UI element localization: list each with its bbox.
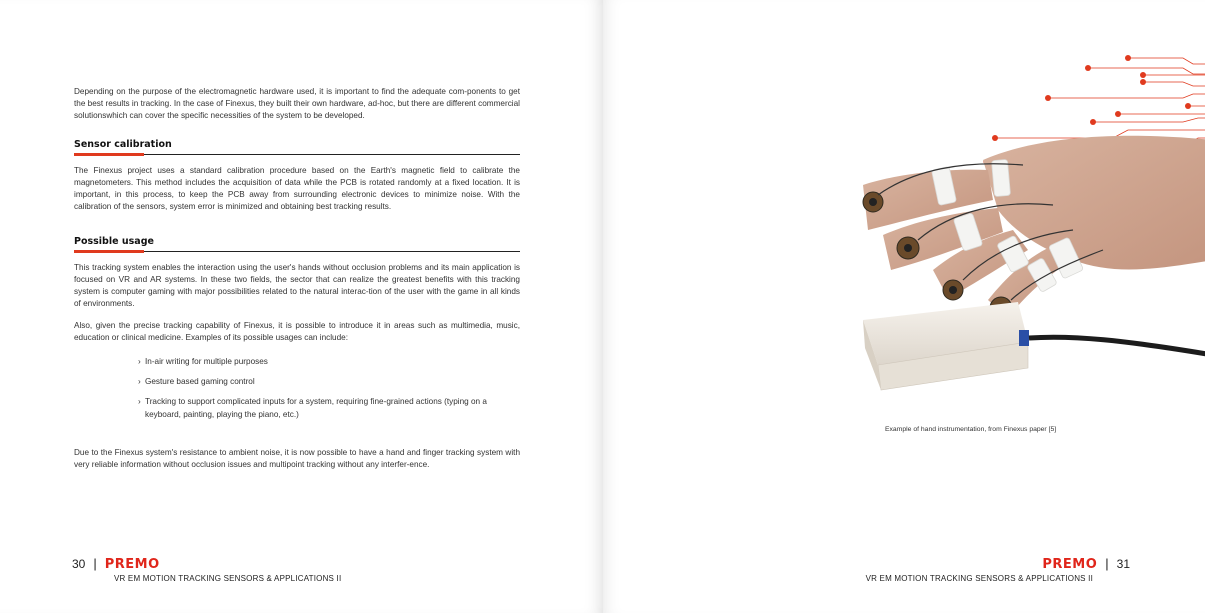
possible-usage-paragraph-2: Also, given the precise tracking capability of Finexus, it is possible to introduce it in areas such as multimedia, music, education or clinical medicine. Examples of its possible usages can include: <box>74 320 520 342</box>
footer-right <box>866 556 1130 583</box>
list-item-text: In-air writing for multiple purposes <box>145 357 268 367</box>
brand-logo: PREMO <box>104 557 160 572</box>
intro-paragraph: Depending on the purpose of the electromagnetic hardware used, it is important to find the adequate com-ponents to get the best results in tracking. In the case of Finexus, they built their own hardware, ad-hoc, but there are different commercial solutionswhich can cover the specific necessities of the system to be developed. <box>74 87 520 121</box>
brand-logo: PREMO <box>1042 557 1098 572</box>
chevron-right-icon: › <box>138 377 141 387</box>
list-item <box>138 356 520 368</box>
usage-bullet-list <box>138 356 520 421</box>
footer-left <box>72 556 341 583</box>
list-item <box>138 376 520 388</box>
chevron-right-icon: › <box>138 357 141 367</box>
section-title-possible-usage: Possible usage <box>74 235 154 247</box>
possible-usage-paragraph-1: This tracking system enables the interaction using the user's hands without occlusion problems and its main application is focused on VR and AR systems. In these two fields, the sector that can realize the greatest benefits with this tracking system is computer gaming with major possibilities related to the natural interac-tion of the user with the game in all kinds of environments. <box>74 262 520 309</box>
figure-caption: Example of hand instrumentation, from Finexus paper [5] <box>885 426 1057 433</box>
left-page-content <box>74 86 520 471</box>
possible-usage-paragraph-3: Due to the Finexus system's resistance to ambient noise, it is now possible to have a hand and finger tracking system with very reliable information without occlusion issues and multipoint tracking without any interfer-ence. <box>74 447 520 470</box>
right-page <box>603 0 1205 613</box>
section-title-sensor-calibration: Sensor calibration <box>74 138 172 150</box>
list-item-text: Tracking to support complicated inputs for a system, requiring fine-grained actions (typing on a keyboard, painting, playing the piano, etc.) <box>145 397 487 419</box>
footer-separator: | <box>1105 556 1109 571</box>
page-number: 31 <box>1116 557 1130 571</box>
section-rule <box>74 154 520 155</box>
chevron-right-icon: › <box>138 397 141 407</box>
page-number: 30 <box>72 557 86 571</box>
section-rule <box>74 251 520 252</box>
footer-separator: | <box>93 556 97 571</box>
sensor-calibration-paragraph: The Finexus project uses a standard calibration procedure based on the Earth's magnetic field to calibrate the magnetometers. This method includes the acquisition of data while the PCB is rotated randomly at a fixed location. It is important, in this process, to keep the PCB away from surrounding electronic devices to minimize noise. With the calibration of the sensors, system error is minimized and obtaining best tracking results. <box>74 165 520 212</box>
footer-subtitle: VR EM MOTION TRACKING SENSORS & APPLICATIONS II <box>114 574 342 583</box>
footer-subtitle: VR EM MOTION TRACKING SENSORS & APPLICATIONS II <box>865 574 1093 583</box>
hand-instrumentation-photo <box>823 120 1205 405</box>
list-item <box>138 396 520 420</box>
list-item-text: Gesture based gaming control <box>145 377 255 387</box>
